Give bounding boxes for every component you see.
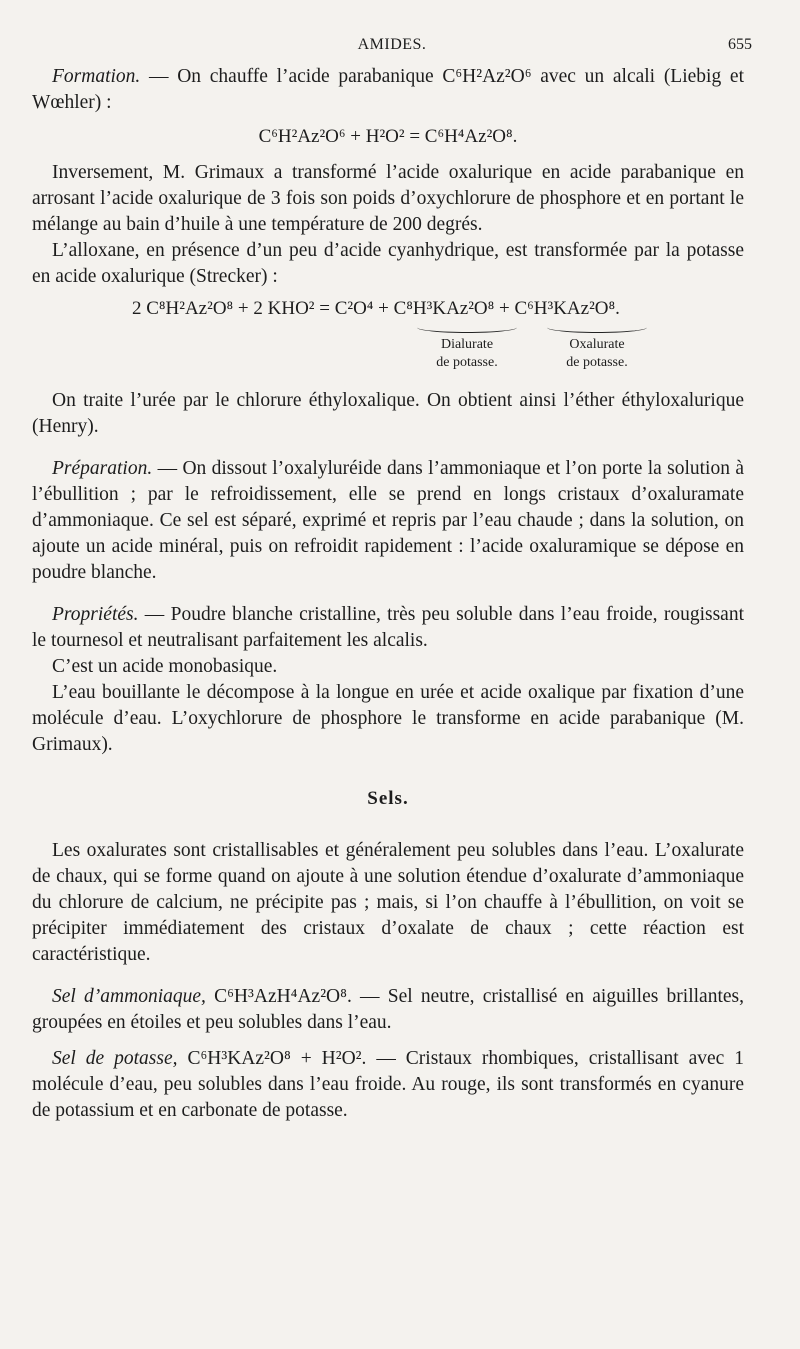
- preparation-text: — On dissout l’oxalyluréide dans l’ammoniaque et l’on porte la solution à l’ébullition ; par le refroidissement, elle se prend en longs cristaux d’oxaluramate d’ammoniaque. Ce sel est séparé, exprimé et repris par l’eau chaude ; dans la solution, on ajoute un acide minéral, puis on refroidit rapidement : l’acide oxaluramique se dépose en poudre blanche.: [32, 458, 744, 583]
- alloxane-paragraph: L’alloxane, en présence d’un peu d’acide cyanhydrique, est transformée par la potasse en acide oxalurique (Strecker) :: [32, 240, 744, 287]
- decomposition-paragraph: L’eau bouillante le décompose à la longue en urée et acide oxalique par fixation d’une molécule d’eau. L’oxychlorure de phosphore le transforme en acide parabanique (M. Grimaux).: [32, 682, 744, 755]
- henry-paragraph: On traite l’urée par le chlorure éthyloxalique. On obtient ainsi l’éther éthyloxalurique (Henry).: [32, 390, 744, 437]
- formation-paragraph: [32, 64, 744, 116]
- sel-ammoniaque-label: Sel d’ammoniaque,: [52, 986, 206, 1007]
- equation-strecker: [32, 296, 744, 376]
- proprietes-text: — Poudre blanche cristalline, très peu soluble dans l’eau froide, rougissant le tournesol et neutralisant parfaitement les alcalis.: [32, 604, 744, 651]
- monobasique-paragraph: C’est un acide monobasique.: [52, 656, 278, 677]
- sel-potasse-text: C⁶H³KAz²O⁸ + H²O². — Cristaux rhombiques, cristallisant avec 1 molécule d’eau, peu solubles dans l’eau froide. Au rouge, ils sont transformés en cyanure de potassium et en carbonate de potasse.: [32, 1048, 744, 1121]
- section-heading-sels: Sels.: [367, 788, 409, 809]
- page-body: [32, 64, 744, 1124]
- brace-oxalurate: [547, 322, 647, 333]
- proprietes-paragraph: [32, 602, 744, 654]
- equation-formation: C⁶H²Az²O⁶ + H²O² = C⁶H⁴Az²O⁸.: [258, 126, 518, 147]
- preparation-label: Préparation.: [52, 458, 153, 479]
- page-number: 655: [728, 36, 752, 53]
- sel-potasse-label: Sel de potasse,: [52, 1048, 178, 1069]
- sel-potasse-paragraph: [32, 1046, 744, 1124]
- brace-dialurate: [417, 322, 517, 333]
- caption-oxalurate: Oxalurate de potasse.: [566, 337, 628, 370]
- running-title: AMIDES.: [357, 36, 427, 53]
- oxalurates-paragraph: Les oxalurates sont cristallisables et généralement peu solubles dans l’eau. L’oxalurate de chaux, qui se forme quand on ajoute à une solution étendue d’oxalurate d’ammoniaque du chlorure de calcium, ne précipite pas ; mais, si l’on chauffe à l’ébullition, on voit se précipiter immédiatement des cristaux d’oxalate de chaux ; cette réaction est caractéristique.: [32, 840, 744, 965]
- proprietes-label: Propriétés.: [52, 604, 139, 625]
- formation-label: Formation.: [52, 66, 141, 87]
- formation-text: — On chauffe l’acide parabanique C⁶H²Az²O⁶ avec un alcali (Liebig et Wœhler) :: [32, 66, 744, 113]
- page-header: [32, 36, 752, 60]
- equation-strecker-line: 2 C⁸H²Az²O⁸ + 2 KHO² = C²O⁴ + C⁸H³KAz²O⁸ + C⁶H³KAz²O⁸.: [132, 298, 620, 319]
- caption-dialurate: Dialurate de potasse.: [436, 337, 498, 370]
- sel-ammoniaque-paragraph: [32, 984, 744, 1036]
- grimaux-paragraph: Inversement, M. Grimaux a transformé l’acide oxalurique en acide parabanique en arrosant l’acide oxalurique de 3 fois son poids d’oxychlorure de phosphore et en portant le mélange au bain d’huile à une température de 200 degrés.: [32, 162, 744, 235]
- sel-ammoniaque-text: C⁶H³AzH⁴Az²O⁸. — Sel neutre, cristallisé en aiguilles brillantes, groupées en étoiles et peu solubles dans l’eau.: [32, 986, 744, 1033]
- preparation-paragraph: [32, 456, 744, 586]
